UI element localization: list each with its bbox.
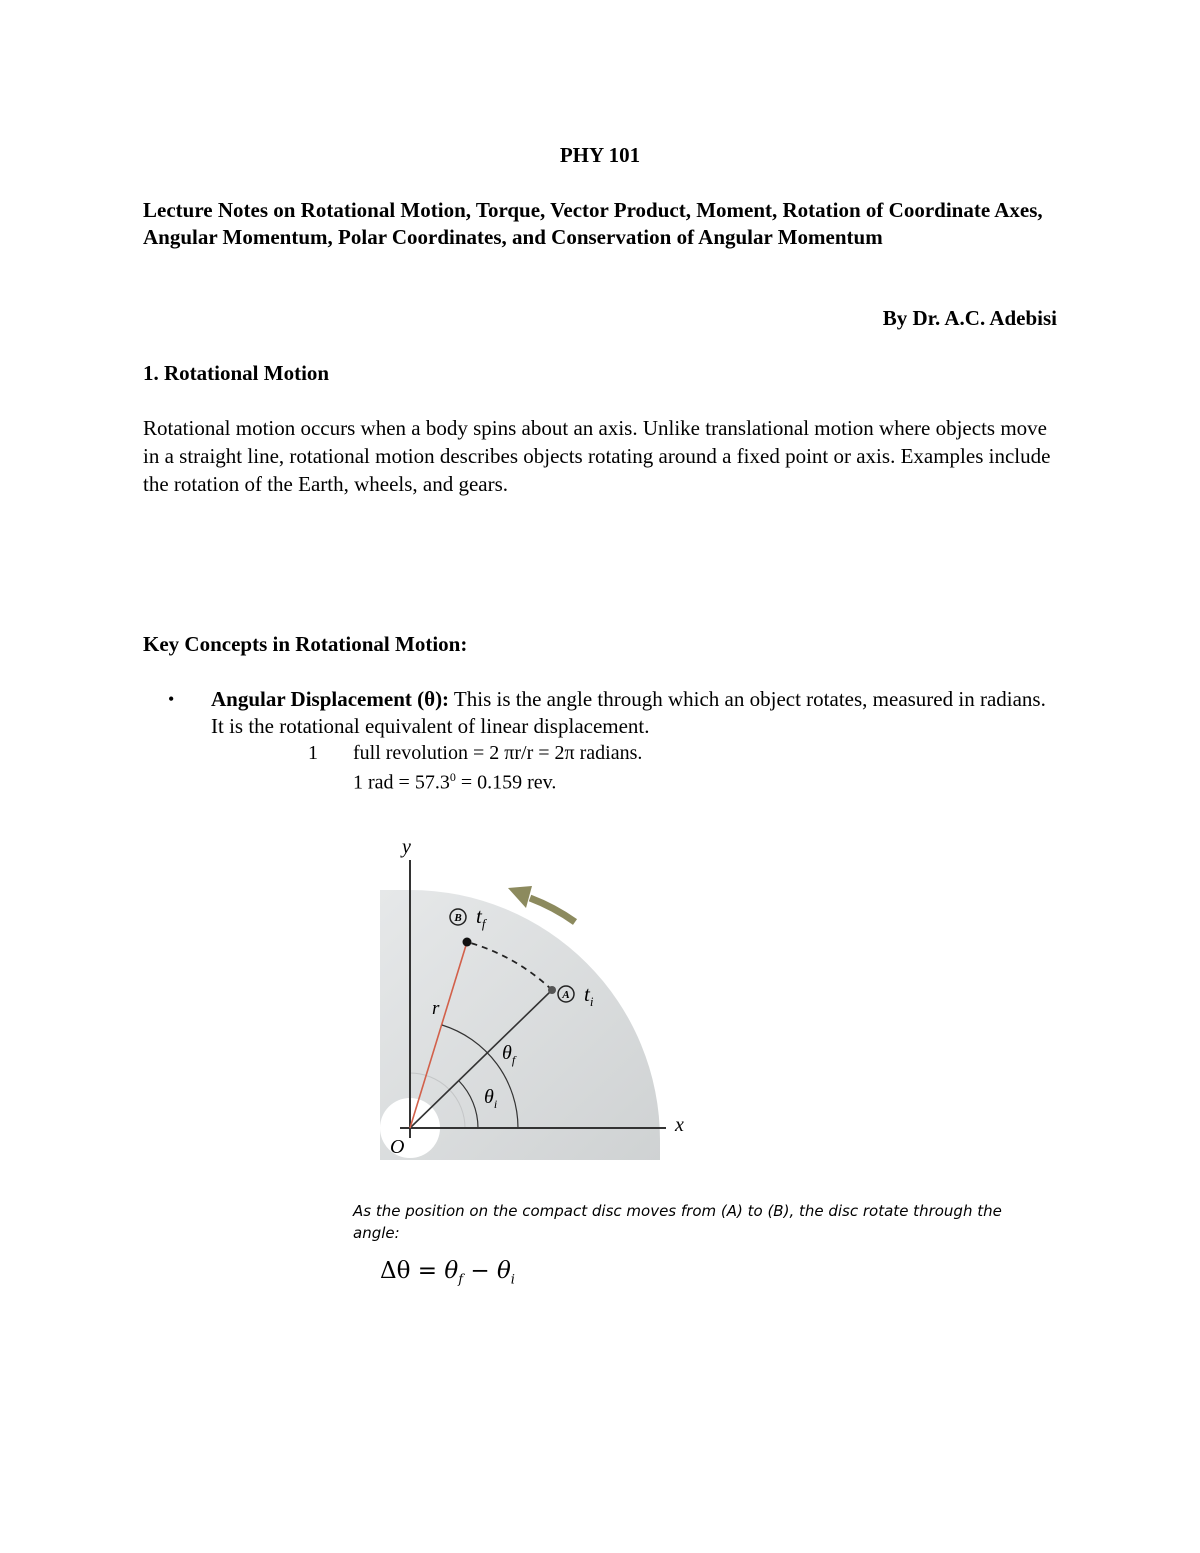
rotation-diagram-svg bbox=[370, 830, 700, 1170]
author-line: By Dr. A.C. Adebisi bbox=[882, 306, 1057, 330]
rotation-arrow bbox=[530, 898, 575, 922]
point-b-dot bbox=[463, 938, 472, 947]
formula-rad-conversion bbox=[353, 770, 556, 795]
t-initial-label: $t_i$ bbox=[584, 982, 594, 1010]
bullet-description: This is the angle through which an object rotates, measured in radians. It is the rotational equivalent of linear displacement. bbox=[211, 687, 1046, 738]
formula-text: full revolution = 2 πr/r = 2π radians. bbox=[353, 742, 643, 764]
formula-left: 1 rad = 57.3 bbox=[353, 771, 450, 794]
formula-full-revolution bbox=[308, 742, 642, 765]
delta-theta-equation: $\Delta\theta = \theta_f - \theta_i$ bbox=[380, 1258, 515, 1288]
formula-count: 1 bbox=[308, 742, 318, 764]
bullet-text bbox=[211, 686, 1061, 740]
figure-caption: As the position on the compact disc moves from (A) to (B), the disc rotate through the angle: bbox=[353, 1202, 1002, 1242]
formula-degree: 0 bbox=[449, 770, 456, 784]
document-title: Lecture Notes on Rotational Motion, Torque, Vector Product, Moment, Rotation of Coordinate Axes, Angular Momentum, Polar Coordinates, and Conservation of Angular Momentum bbox=[143, 198, 1043, 249]
course-code: PHY 101 bbox=[559, 143, 641, 167]
bullet-term: Angular Displacement (θ): bbox=[211, 687, 450, 711]
radius-label: r bbox=[432, 998, 440, 1019]
formula-right: = 0.159 rev. bbox=[455, 771, 557, 794]
section-heading-rotational-motion: 1. Rotational Motion bbox=[143, 361, 330, 385]
y-axis-label: y bbox=[402, 836, 411, 858]
rotation-arrowhead bbox=[508, 886, 532, 908]
x-axis-label: x bbox=[675, 1114, 684, 1136]
rotation-diagram bbox=[370, 830, 700, 1170]
t-final-label: $t_f$ bbox=[476, 904, 486, 932]
point-a-dot bbox=[548, 986, 556, 994]
theta-f-label: $\theta_f$ bbox=[502, 1042, 516, 1067]
section-paragraph: Rotational motion occurs when a body spins about an axis. Unlike translational motion where objects move in a straight line, rotational motion describes objects rotating around a fixed point or axis. Examples include the rotation of the Earth, wheels, and gears. bbox=[143, 416, 1051, 496]
key-concepts-heading: Key Concepts in Rotational Motion: bbox=[143, 632, 468, 656]
equation-lhs: Δθ = bbox=[380, 1258, 445, 1284]
bullet-icon: • bbox=[168, 689, 175, 709]
origin-label: O bbox=[390, 1136, 405, 1158]
point-b-label: B bbox=[454, 912, 462, 924]
point-a-label: A bbox=[562, 989, 570, 1001]
theta-i-label: $\theta_i$ bbox=[484, 1086, 498, 1111]
